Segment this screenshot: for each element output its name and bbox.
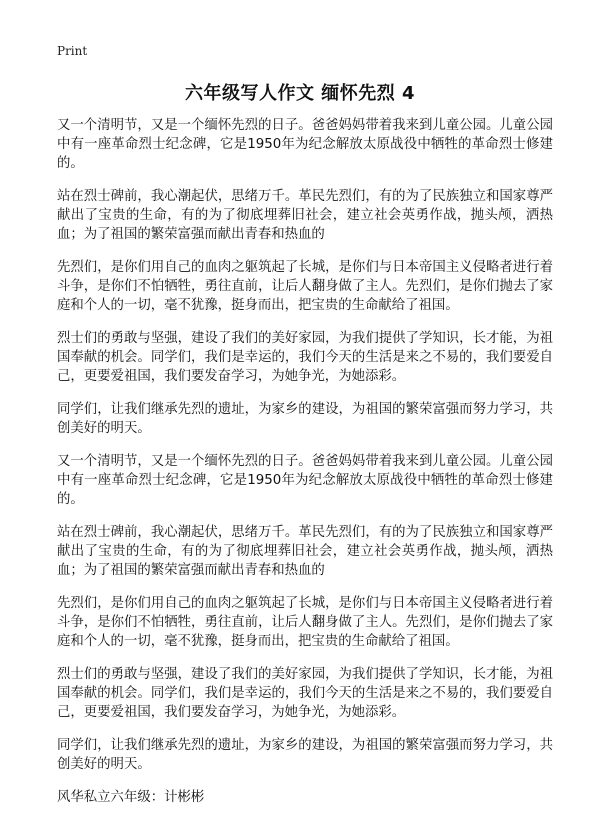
print-link[interactable]: Print xyxy=(57,44,88,58)
paragraph-4: 烈士们的勇敢与坚强，建设了我们的美好家园，为我们提供了学知识，长才能，为祖国奉献的机会。同学们，我们是幸运的，我们今天的生活是来之不易的，我们要爱自己，更要爱祖国，我们要发奋学习，为她争光，为她添彩。 xyxy=(57,331,553,384)
paragraph-10: 同学们，让我们继承先烈的遗址，为家乡的建设，为祖国的繁荣富强而努力学习，共创美好的明天。 xyxy=(57,738,553,772)
paragraph-7: 站在烈士碑前，我心潮起伏，思绪万千。革民先烈们，有的为了民族独立和国家尊严献出了宝贵的生命，有的为了彻底埋葬旧社会，建立社会英勇作战，抛头颅，洒热血；为了祖国的繁荣富强而献出青春和热血的 xyxy=(57,525,553,578)
paragraph-2: 站在烈士碑前，我心潮起伏，思绪万千。革民先烈们，有的为了民族独立和国家尊严献出了宝贵的生命，有的为了彻底埋葬旧社会，建立社会英勇作战，抛头颅，洒热血；为了祖国的繁荣富强而献出青春和热血的 xyxy=(57,189,553,242)
paragraph-1: 又一个清明节，又是一个缅怀先烈的日子。爸爸妈妈带着我来到儿童公园。儿童公园中有一座革命烈士纪念碑，它是1950年为纪念解放太原战役中牺牲的革命烈士修建的。 xyxy=(57,118,553,171)
paragraph-5: 同学们，让我们继承先烈的遗址，为家乡的建设，为祖国的繁荣富强而努力学习，共创美好的明天。 xyxy=(57,402,553,436)
paragraph-9: 烈士们的勇敢与坚强，建设了我们的美好家园，为我们提供了学知识，长才能，为祖国奉献的机会。同学们，我们是幸运的，我们今天的生活是来之不易的，我们要爱自己，更要爱祖国，我们要发奋学习，为她争光，为她添彩。 xyxy=(57,667,553,720)
author-signature: 风华私立六年级：计彬彬 xyxy=(57,790,205,805)
page-title: 六年级写人作文 缅怀先烈 4 xyxy=(184,83,416,104)
article-body xyxy=(57,116,553,807)
paragraph-3: 先烈们，是你们用自己的血肉之躯筑起了长城，是你们与日本帝国主义侵略者进行着斗争，是你们不怕牺牲，勇往直前，让后人翻身做了主人。先烈们，是你们抛去了家庭和个人的一切，毫不犹豫，挺身而出，把宝贵的生命献给了祖国。 xyxy=(57,260,553,313)
paragraph-8: 先烈们，是你们用自己的血肉之躯筑起了长城，是你们与日本帝国主义侵略者进行着斗争，是你们不怕牺牲，勇往直前，让后人翻身做了主人。先烈们，是你们抛去了家庭和个人的一切，毫不犹豫，挺身而出，把宝贵的生命献给了祖国。 xyxy=(57,596,553,649)
paragraph-6: 又一个清明节，又是一个缅怀先烈的日子。爸爸妈妈带着我来到儿童公园。儿童公园中有一座革命烈士纪念碑，它是1950年为纪念解放太原战役中牺牲的革命烈士修建的。 xyxy=(57,454,553,507)
